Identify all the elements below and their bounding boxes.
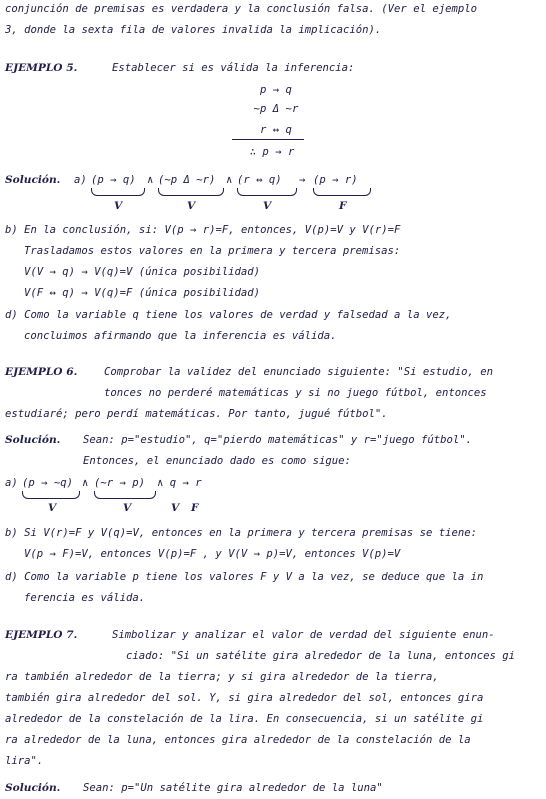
part-b-line: V(F ↔ q) → V(q)=F (única posibilidad) [24,287,260,299]
premise-2: ~p Δ ~r [253,103,299,115]
part-b-line: Trasladamos estos valores en la primera y tercera premisas: [24,245,401,257]
underbrace [237,188,297,196]
part-d-line: d) Como la variable p tiene los valores F y V a la vez, se deduce que la in [5,571,484,583]
part-b-line: b) Si V(r)=F y V(q)=V, entonces en la primera y tercera premisas se tiene: [5,527,477,539]
solution-6-line: Entonces, el enunciado dado es como sigue: [83,455,351,467]
operator: ∧ [226,174,233,186]
example-6-line: Comprobar la validez del enunciado siguiente: "Si estudio, en [104,366,494,378]
premise-1: p → q [260,84,292,96]
part-d-line: ferencia es válida. [24,592,146,604]
paragraph-line: 3, donde la sexta fila de valores invalida la implicación). [5,24,382,36]
part-d-line: concluimos afirmando que la inferencia es válida. [24,330,337,342]
term-3: (r ↔ q) [237,174,282,186]
underbrace [313,188,371,196]
truth-value: V [123,502,132,514]
term-4: (p → r) [313,174,358,186]
truth-value: F [191,502,199,514]
term-1: (p → q) [91,174,136,186]
example-7-line: también gira alrededor del sol. Y, si gira alrededor del sol, entonces gira [5,692,484,704]
truth-value: V [48,502,57,514]
operator: → [299,174,306,186]
underbrace [94,491,156,499]
example-7-line: ra también alrededor de la tierra; y si gira alrededor de la tierra, [5,671,439,683]
term-2: (~r → p) [94,477,146,489]
term-3: ∧ q → r [157,477,202,489]
example-6-line: estudiaré; pero perdí matemáticas. Por tanto, jugué fútbol". [5,408,388,420]
part-b-line: V(p → F)=V, entonces V(p)=F , y V(V → p)=V, entonces V(p)=V [24,548,401,560]
solution-5-label: Solución. [5,174,61,186]
paragraph-line: conjunción de premisas es verdadera y la conclusión falsa. (Ver el ejemplo [5,3,477,15]
example-7-label: EJEMPLO 7. [5,629,78,641]
operator: ∧ [82,477,89,489]
term-2: (~p Δ ~r) [158,174,216,186]
example-7-line: Simbolizar y analizar el valor de verdad del siguiente enun- [112,629,495,641]
example-6-label: EJEMPLO 6. [5,366,78,378]
example-7-line: alrededor de la constelación de la lira. En consecuencia, si un satélite gi [5,713,484,725]
part-a-label: a) [74,174,87,186]
part-d-line: d) Como la variable q tiene los valores de verdad y falsedad a la vez, [5,309,452,321]
example-7-line: lira". [5,755,44,767]
solution-6-label: Solución. [5,434,61,446]
example-5-statement: Establecer si es válida la inferencia: [112,62,355,74]
truth-value: F [339,200,347,212]
operator: ∧ [147,174,154,186]
example-5-label: EJEMPLO 5. [5,62,78,74]
conclusion: ∴ p → r [249,146,295,158]
truth-value: V [171,502,180,514]
inference-rule [232,139,304,140]
example-6-line: tonces no perderé matemáticas y si no juego fútbol, entonces [104,387,487,399]
truth-value: V [187,200,196,212]
truth-value: V [114,200,123,212]
underbrace [91,188,145,196]
solution-7-label: Solución. [5,782,61,794]
premise-3: r ↔ q [260,124,292,136]
example-7-line: ciado: "Si un satélite gira alrededor de la luna, entonces gi [126,650,516,662]
term-1: (p → ~q) [22,477,74,489]
part-b-line: V(V → q) → V(q)=V (única posibilidad) [24,266,260,278]
solution-6-line: Sean: p="estudio", q="pierdo matemáticas" y r="juego fútbol". [83,434,473,446]
solution-7-line: Sean: p="Un satélite gira alrededor de la luna" [83,782,383,794]
truth-value: V [263,200,272,212]
part-b-line: b) En la conclusión, si: V(p → r)=F, entonces, V(p)=V y V(r)=F [5,224,401,236]
example-7-line: ra alrededor de la luna, entonces gira alrededor de la constelación de la [5,734,471,746]
underbrace [158,188,224,196]
underbrace [22,491,80,499]
part-a-label: a) [5,477,18,489]
